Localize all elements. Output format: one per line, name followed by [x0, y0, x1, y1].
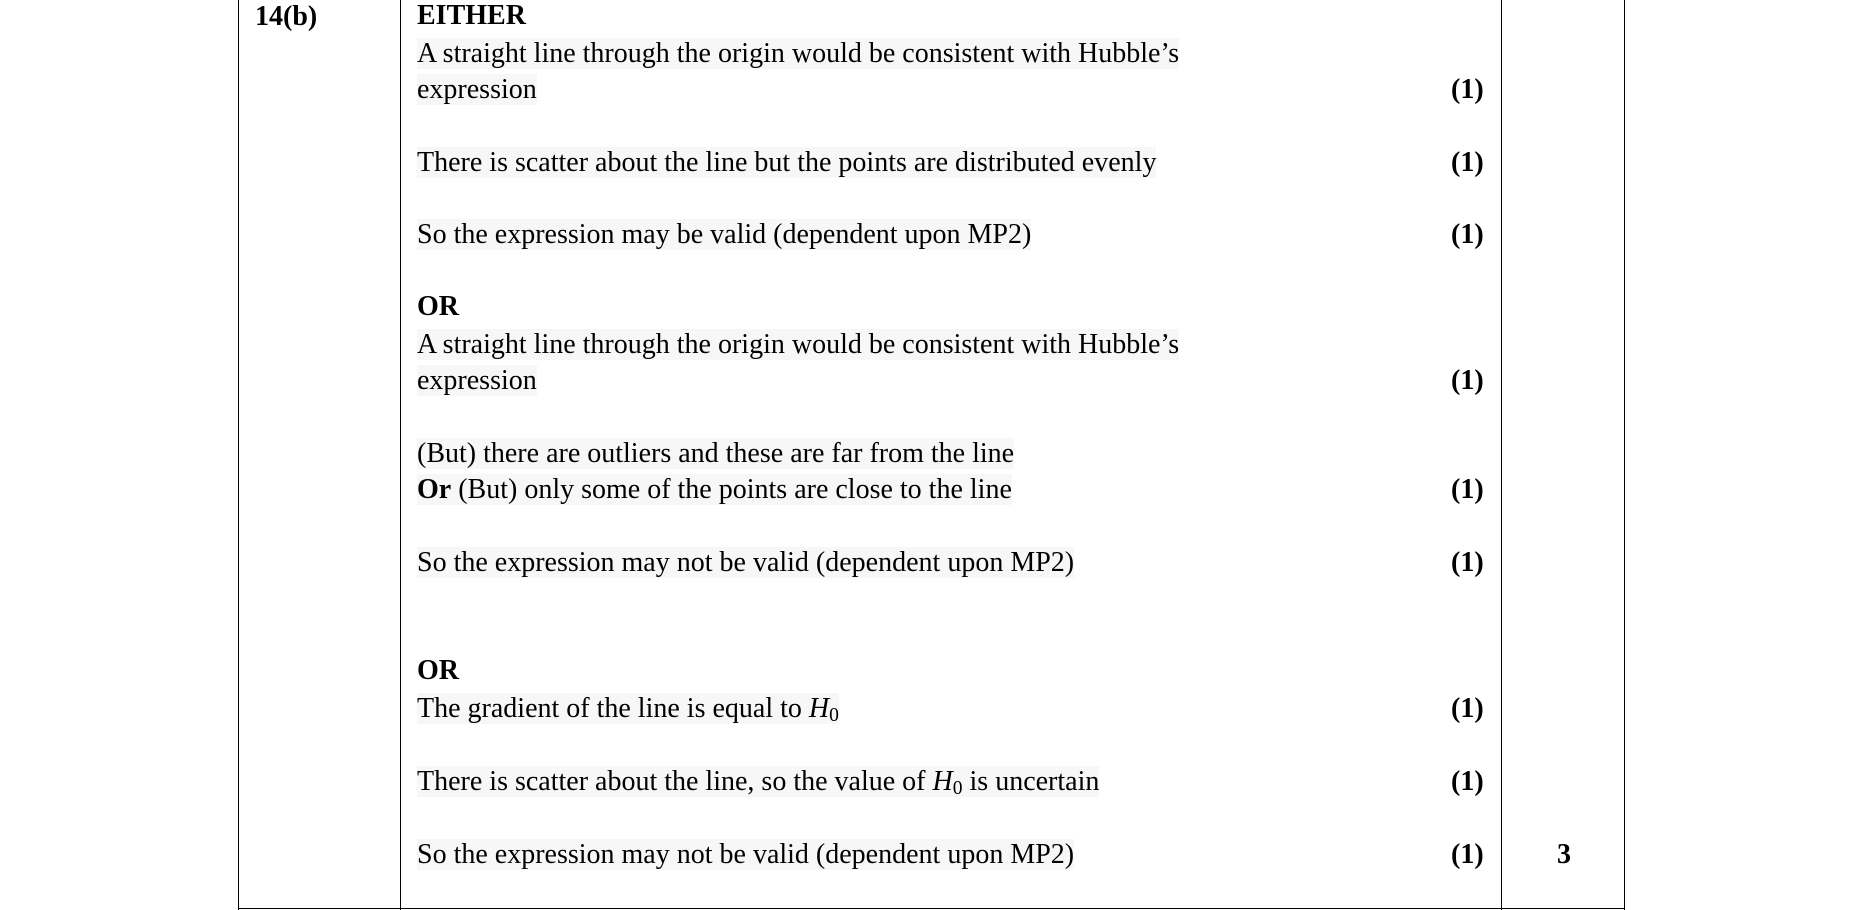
hubble-constant-subscript: 0 [952, 777, 963, 799]
or-heading: OR [417, 655, 459, 686]
answer-text: expression [417, 365, 537, 396]
answer-text: (But) only some of the points are close to the line [451, 474, 1012, 505]
answer-line [417, 219, 1031, 250]
answer-text: A straight line through the origin would be consistent with Hubble’s [417, 329, 1180, 360]
table-right-border [1624, 0, 1625, 910]
mark-label: (1) [1451, 693, 1484, 724]
answer-text: So the expression may not be valid (dependent upon MP2) [417, 839, 1075, 870]
mark-label: (1) [1451, 74, 1484, 105]
answer-line [417, 766, 1099, 804]
mark-label: (1) [1451, 766, 1484, 797]
or-keyword: Or [417, 474, 452, 505]
answer-text: The gradient of the line is equal to [417, 693, 809, 724]
answer-line [417, 474, 1012, 505]
mark-label: (1) [1451, 474, 1484, 505]
table-bottom-border [238, 908, 1625, 909]
answer-line [417, 329, 1179, 360]
answer-line [417, 547, 1074, 578]
or-heading: OR [417, 291, 459, 322]
answer-text: (But) there are outliers and these are far from the line [417, 438, 1015, 469]
answer-text: There is scatter about the line, so the value of [417, 766, 933, 797]
hubble-constant-subscript: 0 [829, 704, 839, 726]
hubble-constant-symbol: H [808, 693, 830, 724]
mark-label: (1) [1451, 365, 1484, 396]
answer-text: There is scatter about the line but the points are distributed evenly [417, 147, 1157, 178]
hubble-constant-symbol: H [932, 766, 953, 797]
total-mark: 3 [1557, 839, 1571, 870]
mark-label: (1) [1451, 839, 1484, 870]
mark-label: (1) [1451, 547, 1484, 578]
table-left-border [238, 0, 239, 910]
answer-line [417, 147, 1156, 178]
answer-line [417, 74, 537, 105]
answer-line [417, 38, 1179, 69]
answer-line [417, 839, 1074, 870]
answer-text: expression [417, 74, 537, 105]
answer-text: So the expression may be valid (dependent upon MP2) [417, 219, 1032, 250]
answer-text: So the expression may not be valid (dependent upon MP2) [417, 547, 1075, 578]
table-column-divider-2 [1501, 0, 1502, 910]
answer-text: is uncertain [962, 766, 1100, 797]
mark-label: (1) [1451, 219, 1484, 250]
answer-line [417, 365, 537, 396]
either-heading: EITHER [417, 0, 526, 31]
answer-line [417, 693, 839, 731]
answer-line [417, 438, 1014, 469]
question-number: 14(b) [255, 1, 318, 32]
mark-label: (1) [1451, 147, 1484, 178]
table-column-divider-1 [400, 0, 401, 910]
answer-text: A straight line through the origin would be consistent with Hubble’s [417, 38, 1180, 69]
